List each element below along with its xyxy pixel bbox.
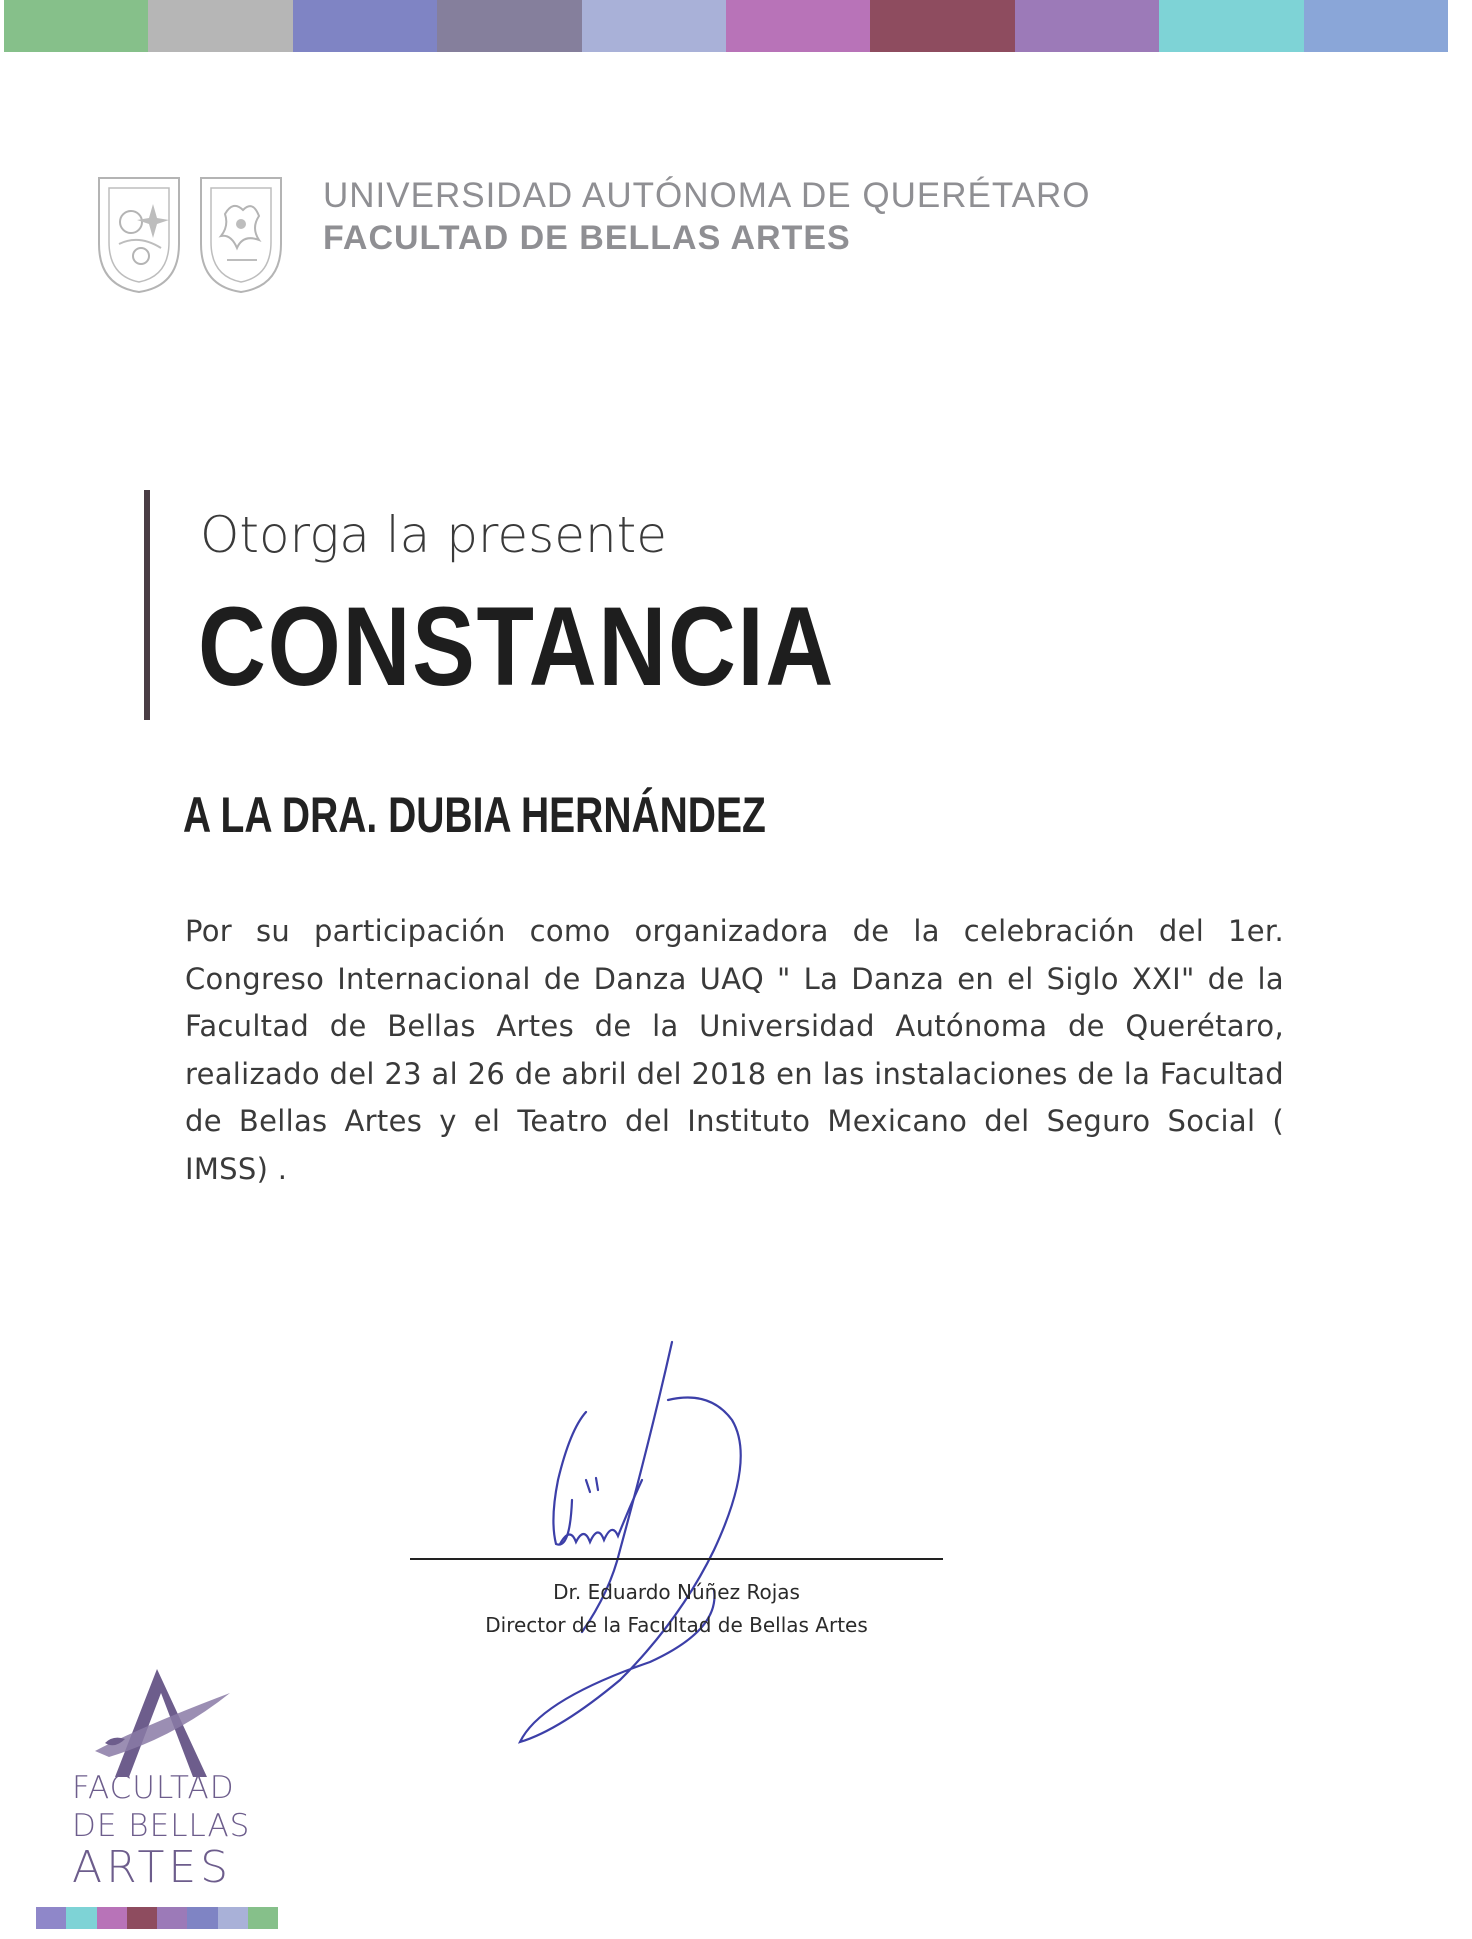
university-seals [95,174,285,296]
stripe-segment [157,1907,187,1929]
stripe-segment [437,0,581,52]
stripe-segment [1304,0,1448,52]
stripe-segment [582,0,726,52]
logo-text-line2: DE BELLAS [72,1808,251,1844]
stripe-segment [218,1907,248,1929]
certificate-body: Por su participación como organizadora de la celebración del 1er. Congreso Internacional de Danza UAQ " La Danza en el Siglo XXI" de la Facultad de Bellas Artes de la Universidad Autónoma de Querétaro, realizado del 23 al 26 de abril del 2018 en las instalaciones de la Facultad de Bellas Artes y el Teatro del Instituto Mexicano del Seguro Social ( IMSS) . [185,914,1284,1186]
stripe-segment [127,1907,157,1929]
stripe-segment [293,0,437,52]
fba-seal-icon [197,174,285,296]
stripe-segment [1159,0,1303,52]
stripe-segment [4,0,148,52]
certificate-title: CONSTANCIA [198,584,836,709]
recipient-name: A LA DRA. DUBIA HERNÁNDEZ [183,787,766,843]
university-name: UNIVERSIDAD AUTÓNOMA DE QUERÉTARO [323,176,1091,215]
uaq-seal-icon [95,174,183,296]
color-stripe-top [4,0,1448,52]
color-stripe-bottom [36,1907,278,1929]
stripe-segment [870,0,1014,52]
stripe-segment [66,1907,96,1929]
stripe-segment [248,1907,278,1929]
stripe-segment [1015,0,1159,52]
stripe-segment [187,1907,217,1929]
fba-logo-a-icon [85,1665,240,1780]
stripe-segment [726,0,870,52]
logo-text-line1: FACULTAD [72,1770,235,1806]
signer-name: Dr. Eduardo Núñez Rojas [553,1580,800,1604]
signer-title: Director de la Facultad de Bellas Artes [485,1613,868,1637]
stripe-segment [148,0,292,52]
stripe-segment [36,1907,66,1929]
intro-text: Otorga la presente [200,506,668,564]
accent-vertical-line [144,490,150,720]
faculty-name: FACULTAD DE BELLAS ARTES [323,219,851,257]
signature-line [410,1558,943,1560]
stripe-segment [97,1907,127,1929]
handwritten-signature [500,1330,920,1760]
logo-text-line3: ARTES [72,1842,233,1893]
